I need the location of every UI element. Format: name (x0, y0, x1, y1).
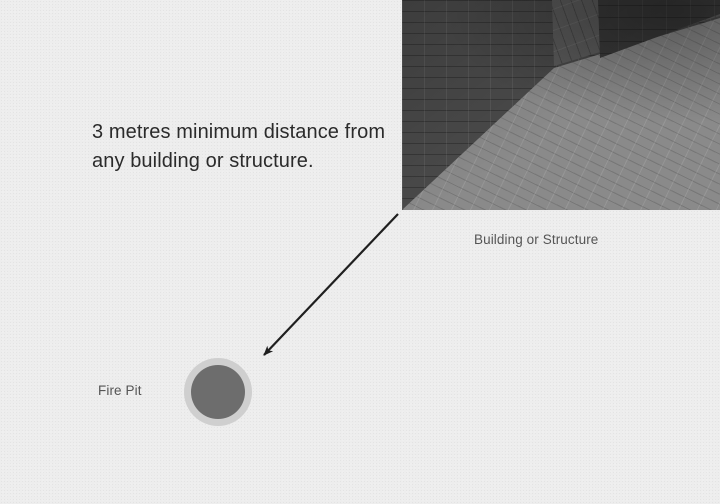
headline-text: 3 metres minimum distance from any building or structure. (92, 121, 386, 172)
building-label: Building or Structure (474, 232, 599, 247)
firepit-label: Fire Pit (98, 383, 142, 398)
image-vignette (402, 0, 720, 210)
firepit-graphic (184, 358, 252, 426)
building-image (402, 0, 720, 210)
firepit-inner-circle (191, 365, 245, 419)
